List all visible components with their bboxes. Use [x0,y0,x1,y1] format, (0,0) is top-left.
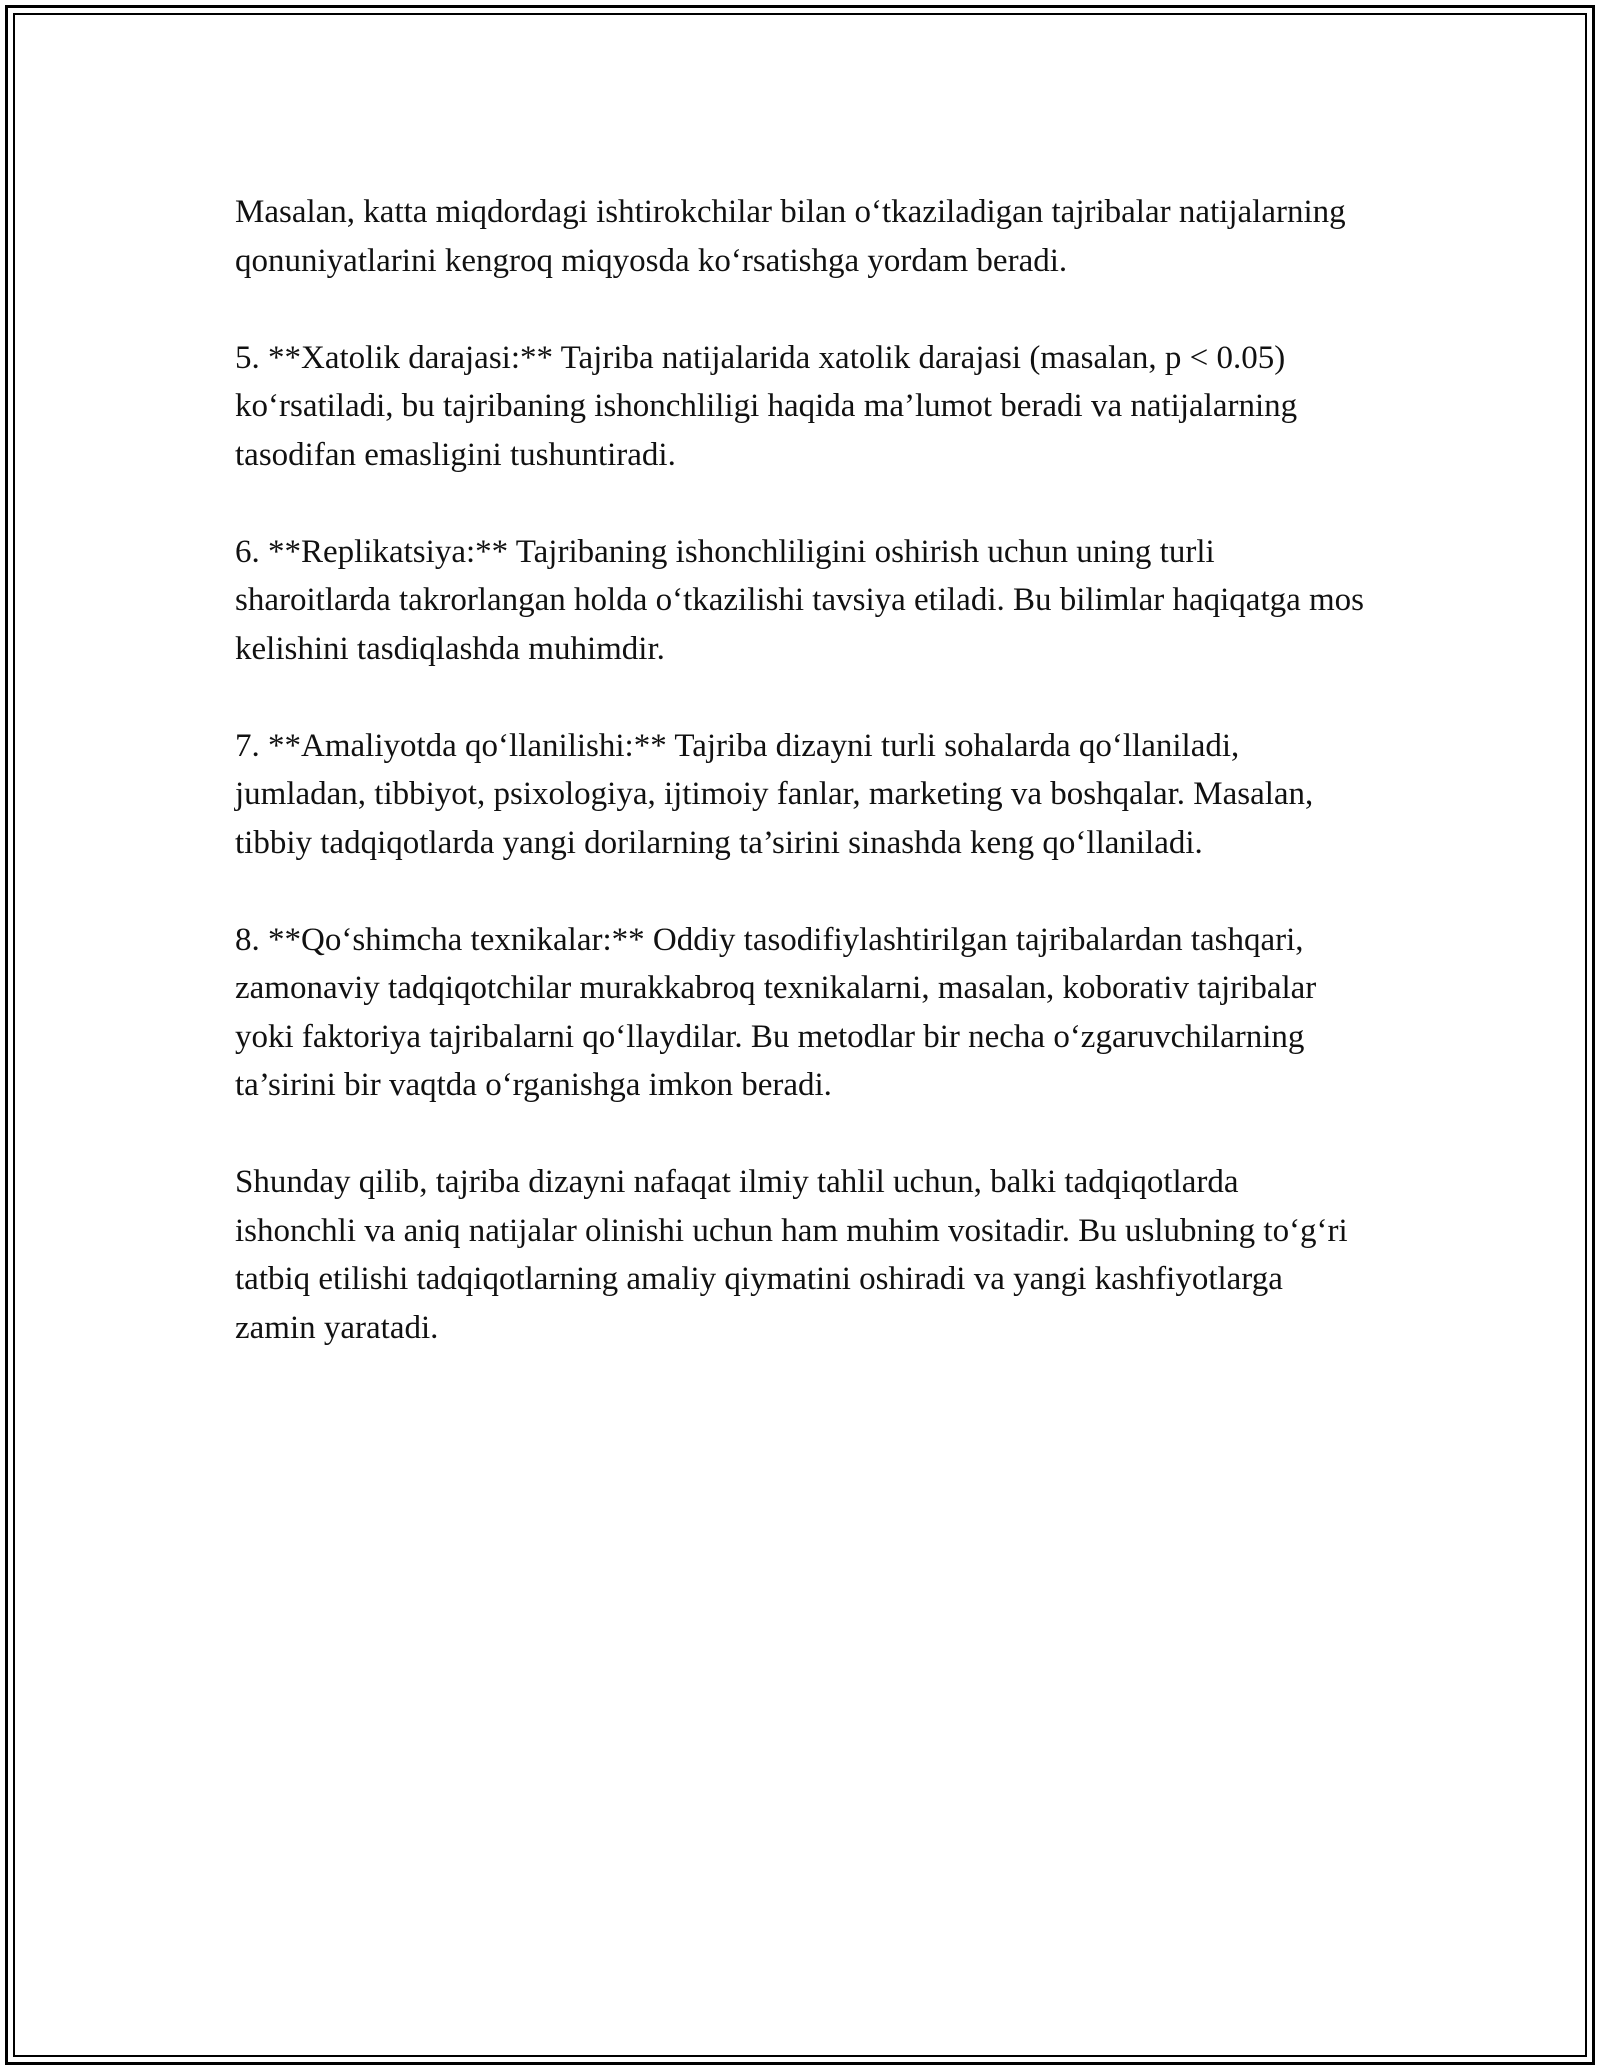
paragraph-item-6: 6. **Replikatsiya:** Tajribaning ishonchliligini oshirish uchun uning turli sharoitlarda takrorlangan holda o‘tkazilishi tavsiya etiladi. Bu bilimlar haqiqatga mos kelishini tasdiqlashda muhimdir. [235,533,1365,667]
paragraph-item-7: 7. **Amaliyotda qo‘llanilishi:** Tajriba dizayni turli sohalarda qo‘llaniladi, jumladan, tibbiyot, psixologiya, ijtimoiy fanlar, marketing va boshqalar. Masalan, tibbiy tadqiqotlarda yangi dorilarning ta’sirini sinashda keng qo‘llaniladi. [235,727,1314,861]
paragraph-item-8: 8. **Qo‘shimcha texnikalar:** Oddiy tasodifiylashtirilgan tajribalardan tashqari, zamonaviy tadqiqotchilar murakkabroq texnikalarni, masalan, koborativ tajribalar yoki faktoriya tajribalarni qo‘llaydilar. Bu metodlar bir necha o‘zgaruvchilarning ta’sirini bir vaqtda o‘rganishga imkon beradi. [235,921,1317,1103]
paragraph-item-5: 5. **Xatolik darajasi:** Tajriba natijalarida xatolik darajasi (masalan, p < 0.05) ko‘rsatiladi, bu tajribaning ishonchliligi haqida ma’lumot beradi va natijalarning tasodifan emasligini tushuntiradi. [235,339,1298,473]
paragraph-intro: Masalan, katta miqdordagi ishtirokchilar bilan o‘tkaziladigan tajribalar natijalarning qonuniyatlarini kengroq miqyosda ko‘rsatishga yordam beradi. [235,194,1346,279]
document-body [235,188,1365,1401]
paragraph-conclusion: Shunday qilib, tajriba dizayni nafaqat ilmiy tahlil uchun, balki tadqiqotlarda ishonchli va aniq natijalar olinishi uchun ham muhim vositadir. Bu uslubning to‘g‘ri tatbiq etilishi tadqiqotlarning amaliy qiymatini oshiradi va yangi kashfiyotlarga zamin yaratadi. [235,1164,1348,1346]
